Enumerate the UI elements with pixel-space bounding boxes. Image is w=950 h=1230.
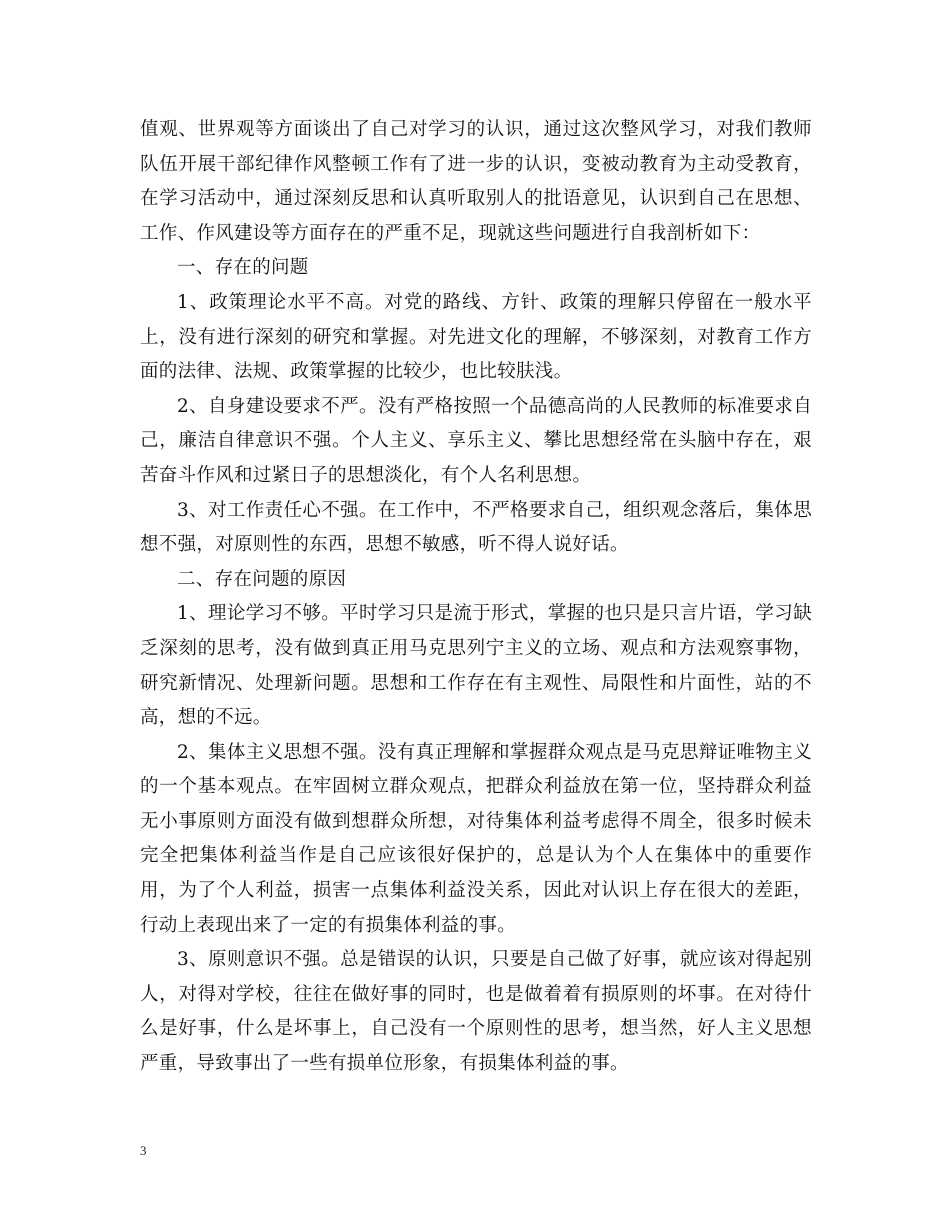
paragraph-cause-3: 3、原则意识不强。总是错误的认识，只要是自己做了好事，就应该对得起别人，对得对学校，往往在做好事的同时，也是做着着有损原则的坏事。在对待什么是好事，什么是坏事上，自己没有一个原则性的思考，想当然，好人主义思想严重，导致事出了一些有损单位形象，有损集体利益的事。 (140, 949, 812, 1075)
paragraph-problem-2: 2、自身建设要求不严。没有严格按照一个品德高尚的人民教师的标准要求自己，廉洁自律意识不强。个人主义、享乐主义、攀比思想经常在头脑中存在，艰苦奋斗作风和过紧日子的思想淡化，有个人名利思想。 (140, 395, 812, 486)
section-heading-problems: 一、存在的问题 (177, 257, 309, 279)
paragraph-problem-3: 3、对工作责任心不强。在工作中，不严格要求自己，组织观念落后，集体思想不强，对原则性的东西，思想不敏感，听不得人说好话。 (140, 499, 812, 556)
paragraph-1: 值观、世界观等方面谈出了自己对学习的认识，通过这次整风学习，对我们教师队伍开展干部纪律作风整顿工作有了进一步的认识，变被动教育为主动受教育，在学习活动中，通过深刻反思和认真听取别人的批语意见，认识到自己在思想、工作、作风建设等方面存在的严重不足，现就这些问题进行自我剖析如下： (140, 119, 812, 244)
paragraph-cause-2: 2、集体主义思想不强。没有真正理解和掌握群众观点是马克思辩证唯物主义的一个基本观点。在牢固树立群众观点，把群众利益放在第一位，坚持群众利益无小事原则方面没有做到想群众所想，对待集体利益考虑得不周全，很多时候未完全把集体利益当作是自己应该很好保护的，总是认为个人在集体中的重要作用，为了个人利益，损害一点集体利益没关系，因此对认识上存在很大的差距，行动上表现出来了一定的有损集体利益的事。 (140, 741, 812, 936)
document-body (140, 113, 812, 1082)
page-number: 3 (140, 1143, 147, 1158)
paragraph-cause-1: 1、理论学习不够。平时学习只是流于形式，掌握的也只是只言片语，学习缺乏深刻的思考，没有做到真正用马克思列宁主义的立场、观点和方法观察事物，研究新情况、处理新问题。思想和工作存在有主观性、局限性和片面性，站的不高，想的不远。 (140, 603, 812, 729)
section-heading-causes: 二、存在问题的原因 (177, 568, 347, 590)
paragraph-problem-1: 1、政策理论水平不高。对党的路线、方针、政策的理解只停留在一般水平上，没有进行深刻的研究和掌握。对先进文化的理解，不够深刻，对教育工作方面的法律、法规、政策掌握的比较少，也比较肤浅。 (140, 291, 812, 383)
